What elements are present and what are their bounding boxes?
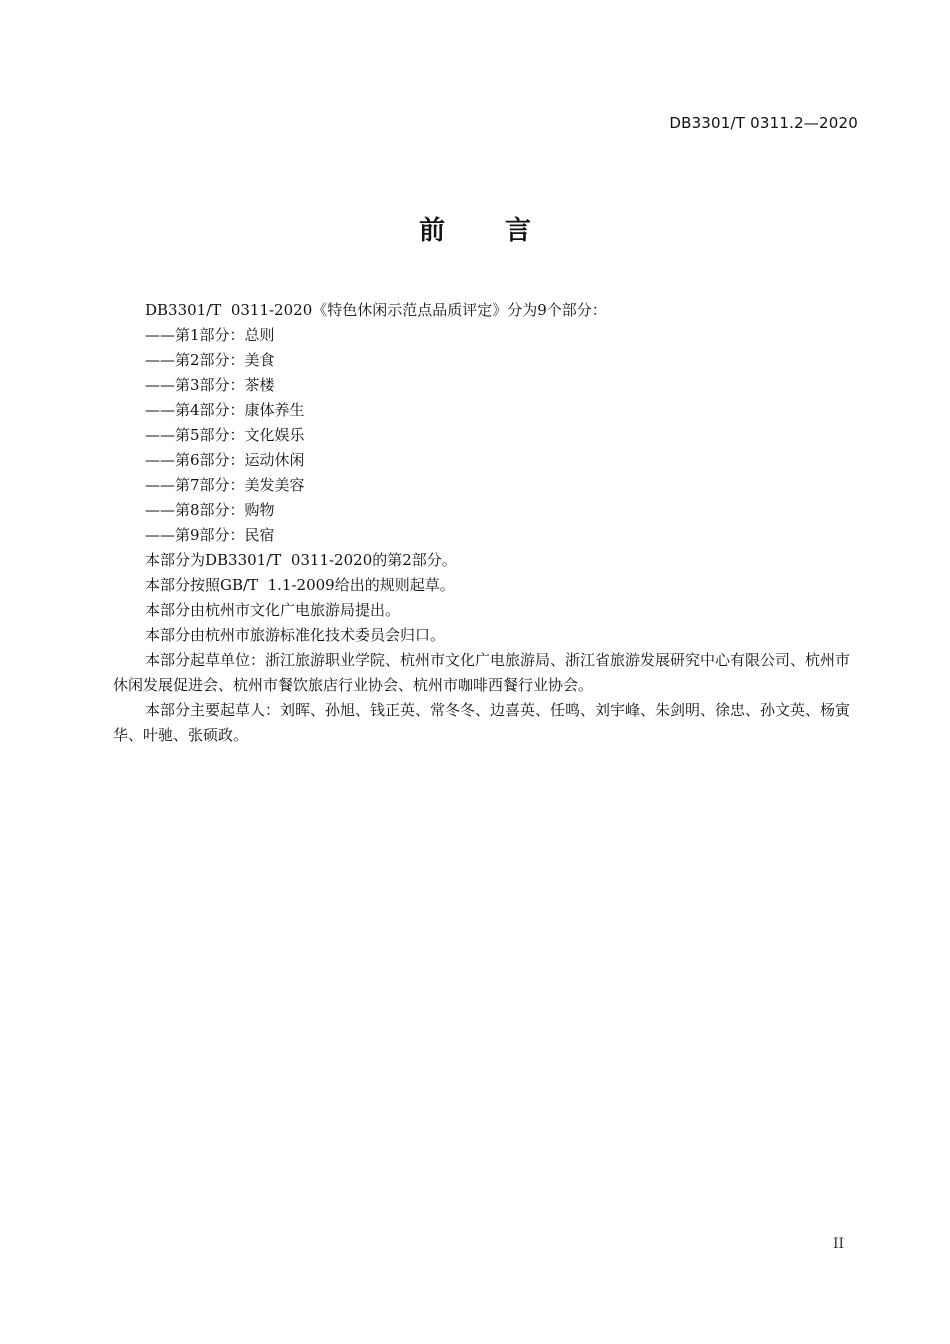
list-item-part-8: ——第8部分：购物 <box>145 501 275 519</box>
document-code: DB3301/T 0311.2—2020 <box>669 114 858 132</box>
list-item-part-4: ——第4部分：康体养生 <box>145 401 305 419</box>
page-number: II <box>832 1236 844 1252</box>
list-item-part-3: ——第3部分：茶楼 <box>145 376 275 394</box>
paragraph-drafters: 本部分主要起草人：刘晖、孙旭、钱正英、常冬冬、边喜英、任鸣、刘宇峰、朱剑明、徐忠、孙文英、杨寅华、叶驰、张硕政。 <box>113 701 851 744</box>
paragraph-drafting-units: 本部分起草单位：浙江旅游职业学院、杭州市文化广电旅游局、浙江省旅游发展研究中心有限公司、杭州市休闲发展促进会、杭州市餐饮旅店行业协会、杭州市咖啡西餐行业协会。 <box>113 651 851 694</box>
list-item-part-1: ——第1部分：总则 <box>145 326 275 344</box>
title-char-2: 言 <box>505 216 532 246</box>
list-item-part-5: ——第5部分：文化娱乐 <box>145 426 305 444</box>
list-item-part-2: ——第2部分：美食 <box>145 351 275 369</box>
paragraph-part-statement: 本部分为DB3301/T 0311-2020的第2部分。 <box>145 551 457 569</box>
page-title <box>0 210 950 247</box>
paragraph-committee: 本部分由杭州市旅游标准化技术委员会归口。 <box>145 626 446 644</box>
list-item-part-9: ——第9部分：民宿 <box>145 526 275 544</box>
paragraph-intro: DB3301/T 0311-2020《特色休闲示范点品质评定》分为9个部分： <box>145 301 607 319</box>
list-item-part-6: ——第6部分：运动休闲 <box>145 451 305 469</box>
paragraph-drafting-rules: 本部分按照GB/T 1.1-2009给出的规则起草。 <box>145 576 455 594</box>
paragraph-proposer: 本部分由杭州市文化广电旅游局提出。 <box>145 601 401 619</box>
title-char-1: 前 <box>418 216 445 246</box>
list-item-part-7: ——第7部分：美发美容 <box>145 476 305 494</box>
foreword-body <box>113 298 863 748</box>
